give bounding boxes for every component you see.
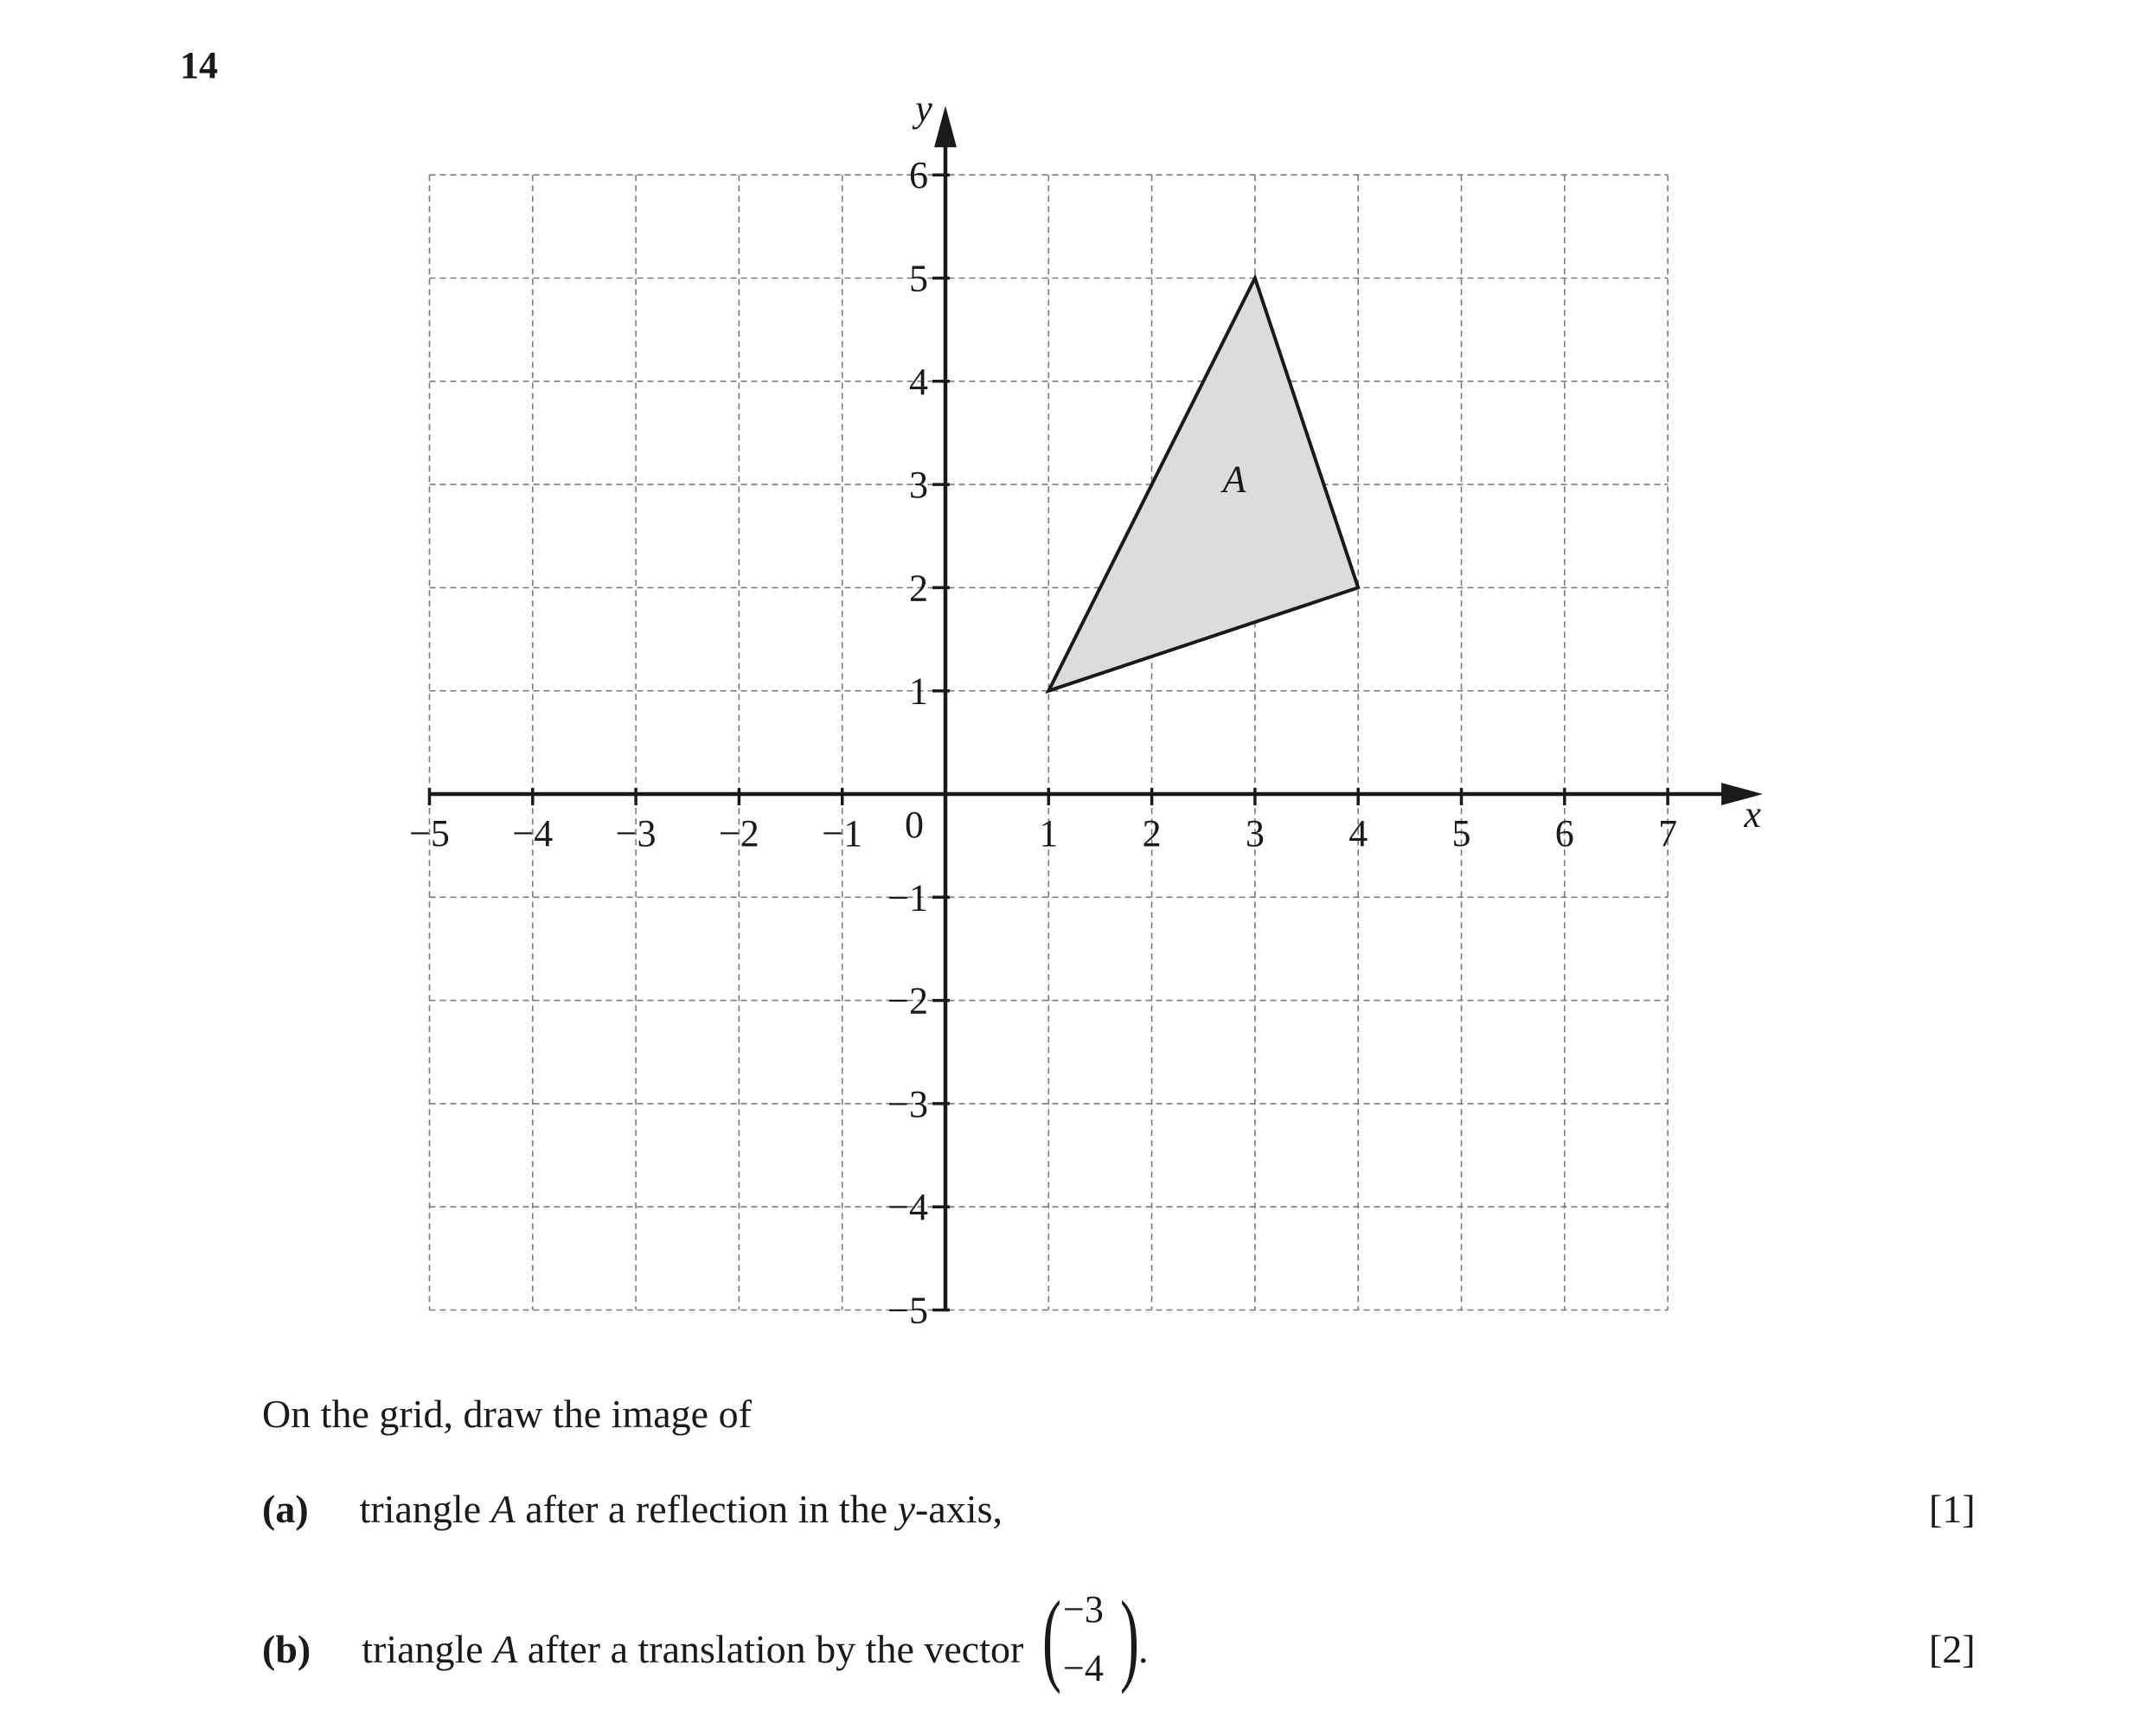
x-tick-label: 4 (1348, 812, 1368, 855)
y-tick-label: −3 (887, 1082, 928, 1125)
part-b-italic-1: A (493, 1627, 518, 1671)
x-axis-label: x (1744, 793, 1761, 836)
x-tick-label: −1 (822, 812, 863, 855)
axes (430, 106, 1764, 1310)
y-tick-label: −4 (887, 1186, 928, 1229)
y-tick-label: 3 (909, 464, 928, 507)
instruction-text (262, 1391, 752, 1437)
x-tick-label: −4 (512, 812, 554, 855)
part-b (262, 1626, 1023, 1672)
triangle-a-label: A (1222, 458, 1246, 501)
y-axis-label: y (915, 87, 932, 131)
part-a (262, 1486, 1003, 1532)
vector-top: −3 (1063, 1588, 1104, 1630)
y-tick-label: 5 (909, 257, 928, 300)
x-tick-label: −2 (718, 812, 759, 855)
axis-labels (409, 87, 1761, 1331)
origin-label: 0 (905, 804, 924, 846)
question-number: 14 (180, 44, 218, 86)
y-tick-label: 2 (909, 567, 928, 610)
part-a-text-2: after a reflection in the (515, 1487, 898, 1531)
vector-right-paren: ) (1120, 1579, 1139, 1694)
grid-lines (430, 175, 1669, 1310)
x-tick-label: −3 (615, 812, 657, 855)
x-tick-label: 1 (1039, 812, 1059, 855)
y-tick-label: 6 (909, 154, 928, 197)
y-tick-label: −2 (887, 979, 928, 1022)
part-a-label: (a) (262, 1487, 309, 1531)
part-a-italic-1: A (490, 1487, 516, 1531)
part-b-end: . (1138, 1627, 1149, 1671)
part-b-label: (b) (262, 1627, 311, 1671)
y-tick-label: −5 (887, 1289, 928, 1332)
x-tick-label: 3 (1245, 812, 1265, 855)
x-tick-label: 6 (1554, 812, 1574, 855)
part-b-text-2: after a translation by the vector (517, 1627, 1024, 1671)
part-a-marks: [1] (1929, 1487, 1976, 1531)
y-axis-arrow (934, 106, 957, 147)
x-tick-label: 7 (1658, 812, 1678, 855)
vector-left-paren: ( (1042, 1579, 1061, 1694)
y-tick-label: 1 (909, 669, 928, 713)
y-tick-label: −1 (887, 876, 928, 919)
x-tick-label: 2 (1142, 812, 1162, 855)
instruction: On the grid, draw the image of (262, 1392, 752, 1436)
part-a-text-3: -axis, (915, 1487, 1003, 1531)
x-tick-label: 5 (1451, 812, 1471, 855)
part-b-text-1: triangle (362, 1627, 494, 1671)
part-a-italic-2: y (897, 1487, 916, 1531)
part-a-text-1: triangle (359, 1487, 491, 1531)
x-tick-label: −5 (409, 812, 450, 855)
vector-bottom: −4 (1063, 1647, 1104, 1689)
part-b-marks: [2] (1929, 1627, 1976, 1671)
y-tick-label: 4 (909, 360, 928, 403)
